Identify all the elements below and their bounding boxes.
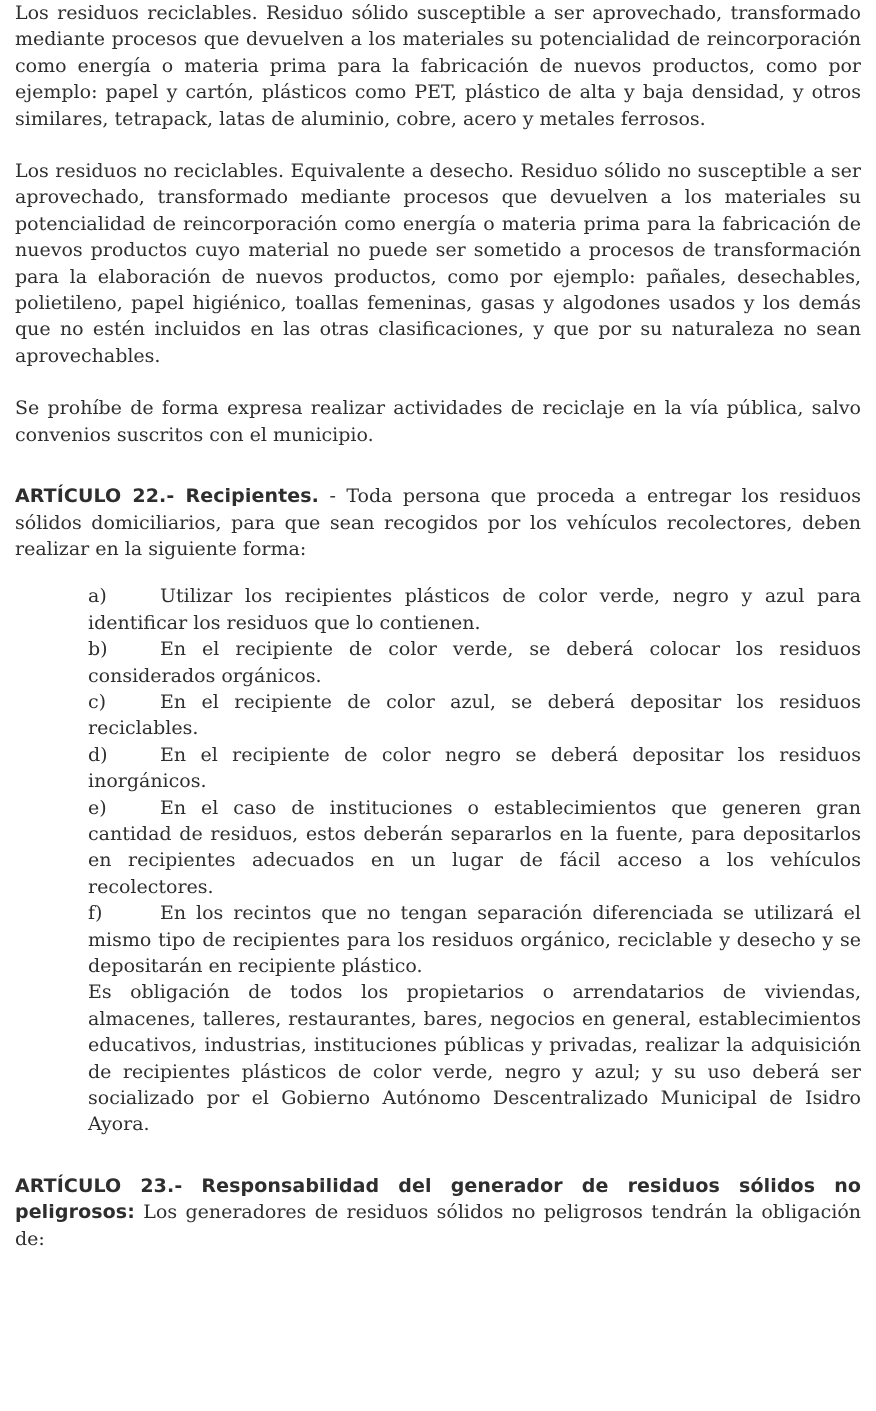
list-item-text: En el recipiente de color azul, se deberá depositar los residuos reciclables. [88,690,861,740]
list-item-text: En el caso de instituciones o establecimientos que generen gran cantidad de residuos, estos deberán separarlos en la fuente, para depositarlos en recipientes adecuados en un lugar de fácil acceso a los vehículos recolectores. [88,796,861,898]
spacer [15,448,861,483]
article-23-heading: ARTÍCULO 23.- Responsabilidad del generador de residuos sólidos no peligrosos: [15,1174,861,1224]
paragraph-residuos-no-reciclables: Los residuos no reciclables. Equivalente a desecho. Residuo sólido no susceptible a ser aprovechado, transformado mediante procesos que devuelven a los materiales su potencialidad de reincorporación como energía o materia prima para la fabricación de nuevos productos cuyo material no puede ser sometido a procesos de transformación para la elaboración de nuevos productos, como por ejemplo: pañales, desechables, polietileno, papel higiénico, toallas femeninas, gasas y algodones usados y los demás que no estén incluidos en las otras clasificaciones, y que por su naturaleza no sean aprovechables. [15,160,861,367]
paragraph-residuos-reciclables: Los residuos reciclables. Residuo sólido susceptible a ser aprovechado, transformado mediante procesos que devuelven a los materiales su potencialidad de reincorporación como energía o materia prima para la fabricación de nuevos productos, como por ejemplo: papel y cartón, plásticos como PET, plástico de alta y baja densidad, y otros similares, tetrapack, latas de aluminio, cobre, acero y metales ferrosos. [15,2,861,130]
article-22-intro: - Toda persona que proceda a entregar los residuos sólidos domiciliarios, para que sean recogidos por los vehículos recolectores, deben realizar en la siguiente forma: [15,485,861,560]
article-23 [15,1173,861,1252]
list-marker: c) [88,690,107,713]
paragraph-prohibicion-reciclaje: Se prohíbe de forma expresa realizar actividades de reciclaje en la vía pública, salvo convenios suscritos con el municipio. [15,397,861,446]
article-22-list [88,583,861,1138]
list-item [88,742,861,795]
article-22-heading: ARTÍCULO 22.- Recipientes. [15,485,319,508]
list-marker: d) [88,743,108,766]
document-page [15,0,861,1252]
list-item [88,583,861,636]
list-marker: f) [88,902,103,925]
article-22-closing: Es obligación de todos los propietarios o arrendatarios de viviendas, almacenes, talleres, restaurantes, bares, negocios en general, establecimientos educativos, industrias, instituciones públicas y privadas, realizar la adquisición de recipientes plásticos de color verde, negro y azul; y su uso deberá ser socializado por el Gobierno Autónomo Descentralizado Municipal de Isidro Ayora. [88,981,861,1136]
article-22 [15,483,861,562]
spacer [15,369,861,395]
list-marker: a) [88,585,107,608]
list-item [88,689,861,742]
list-item [88,795,861,901]
spacer [15,132,861,158]
list-item-text: Utilizar los recipientes plásticos de color verde, negro y azul para identificar los residuos que lo contienen. [88,585,861,634]
spacer [15,1138,861,1173]
article-23-intro: Los generadores de residuos sólidos no peligrosos tendrán la obligación de: [15,1201,861,1250]
list-item-text: En los recintos que no tengan separación diferenciada se utilizará el mismo tipo de recipientes para los residuos orgánico, reciclable y desecho y se depositarán en recipiente plástico. [88,902,861,977]
list-marker: b) [88,638,108,661]
list-item [88,636,861,689]
list-item-text: En el recipiente de color negro se deberá depositar los residuos inorgánicos. [88,743,861,793]
list-item-text: En el recipiente de color verde, se deberá colocar los residuos considerados orgánicos. [88,638,861,687]
list-item [88,900,861,979]
list-marker: e) [88,796,107,819]
